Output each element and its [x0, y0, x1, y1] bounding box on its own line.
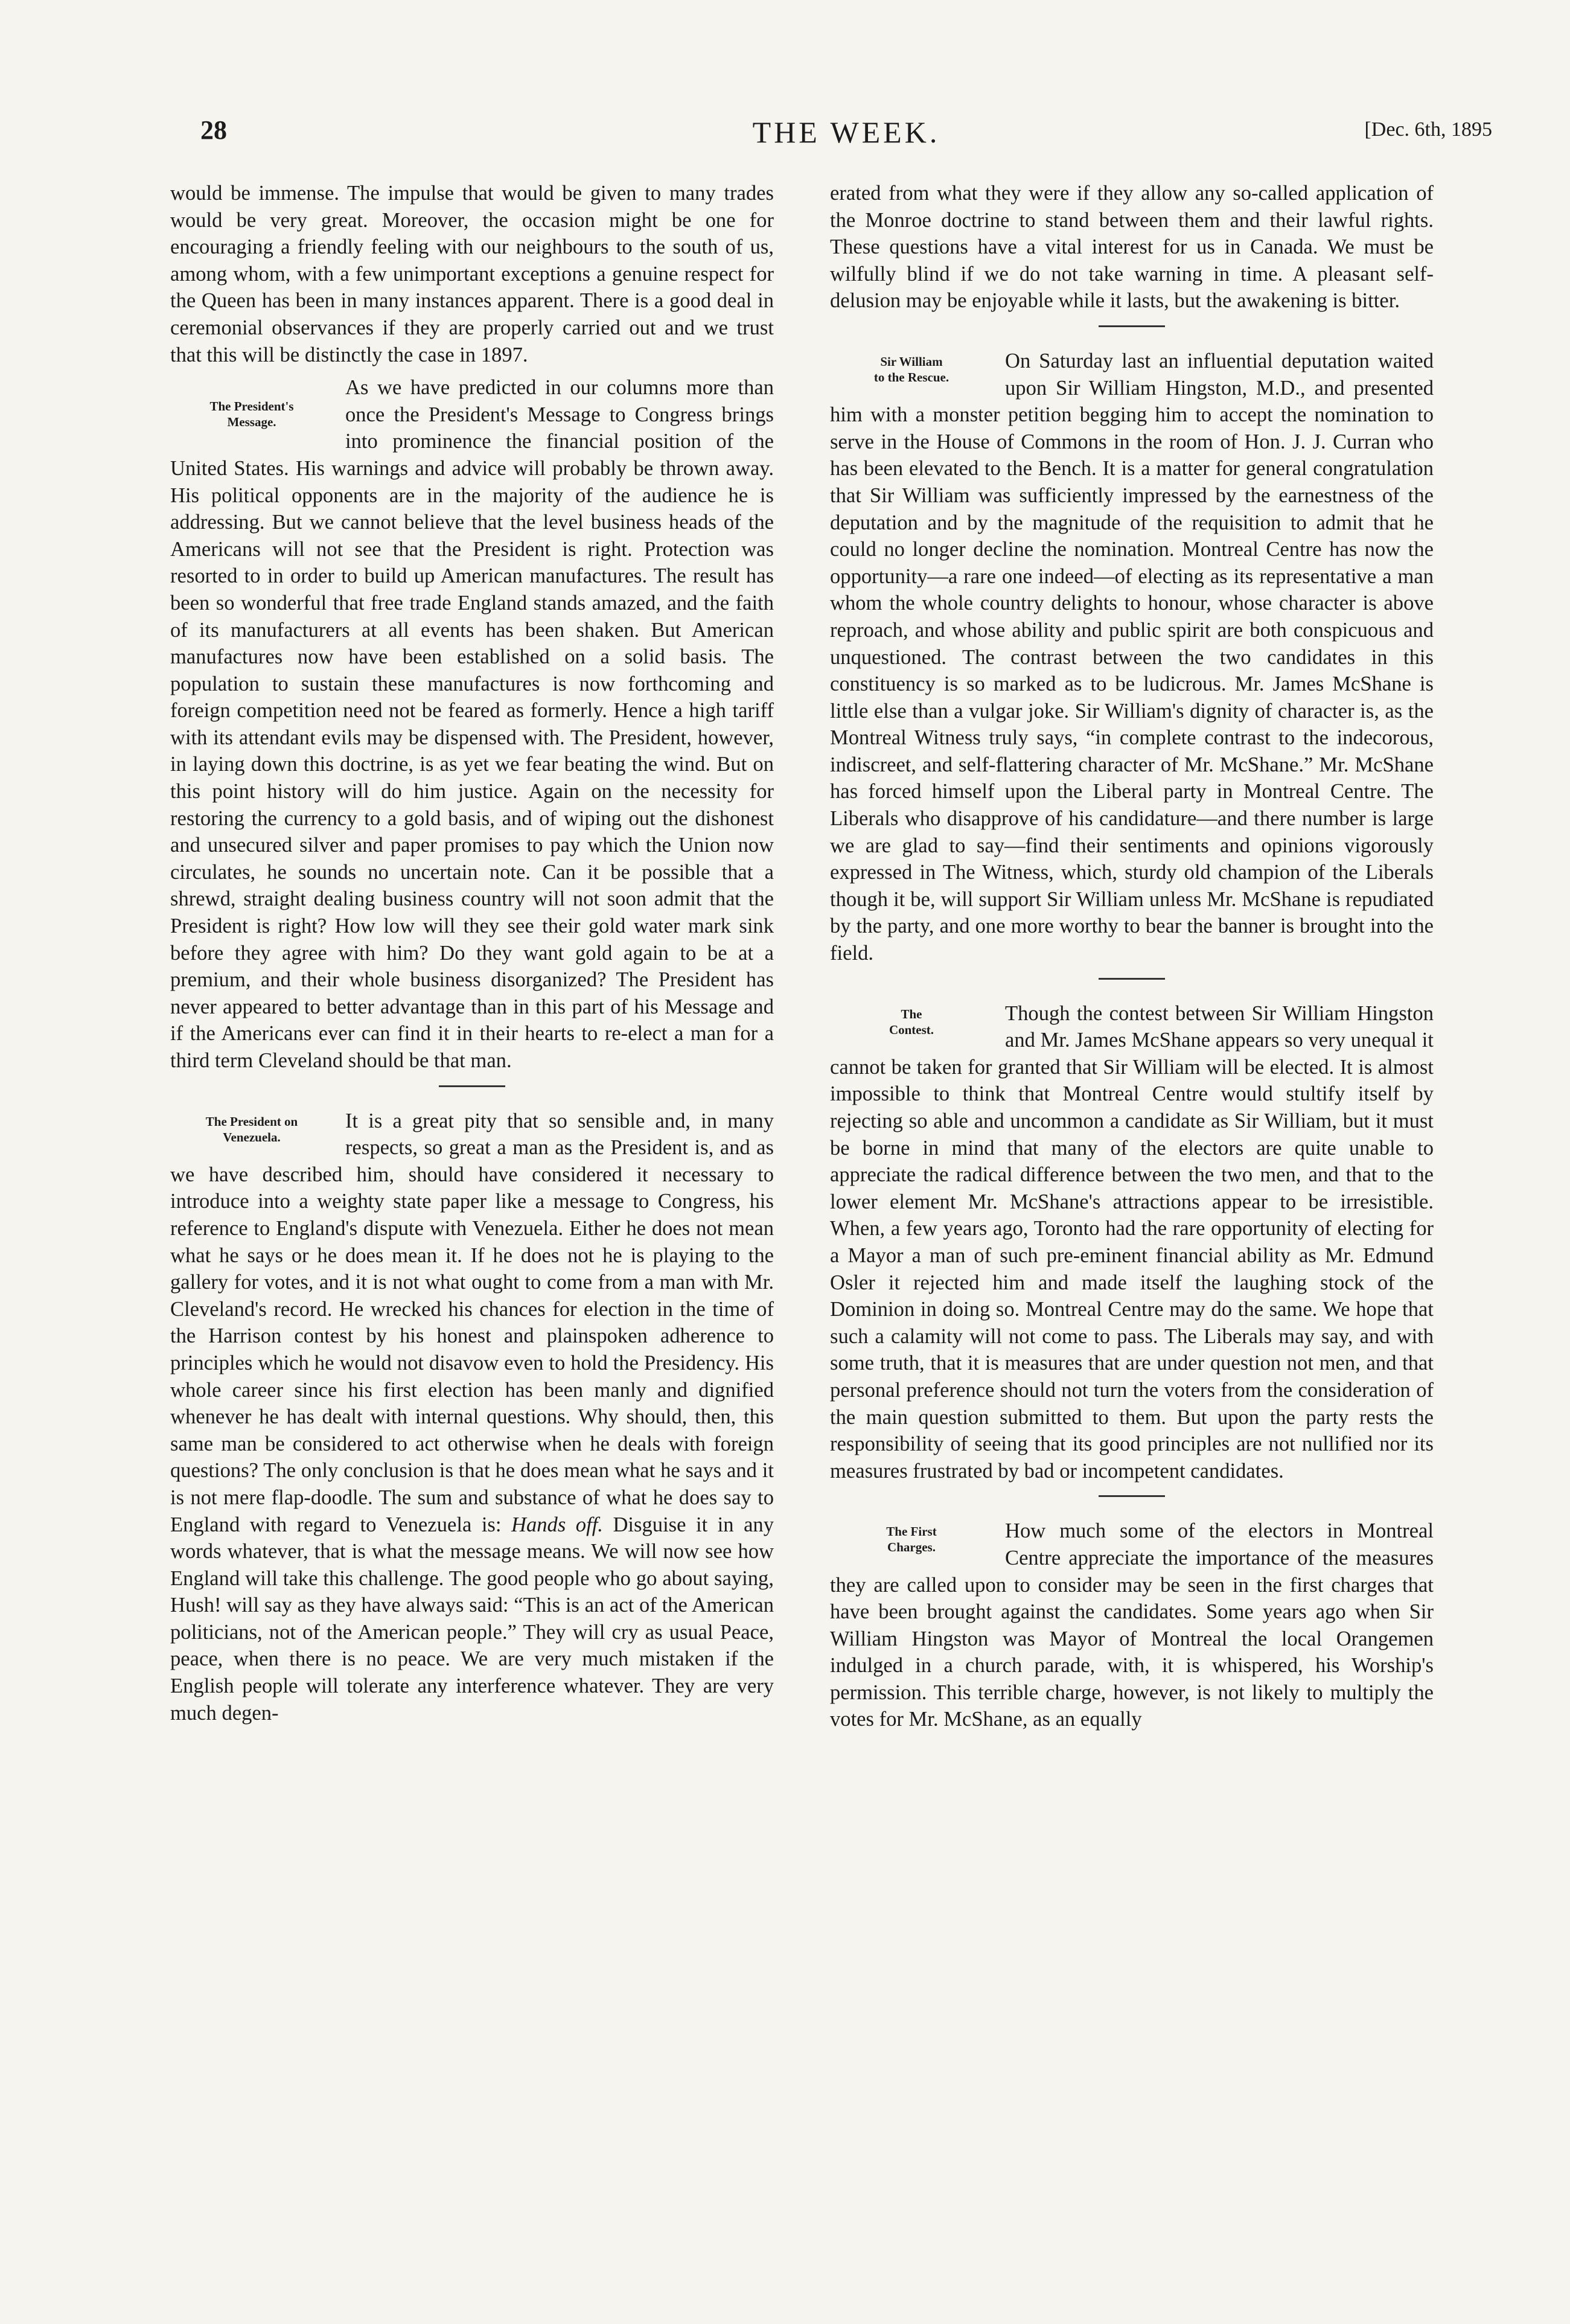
sidehead-presidents-message [170, 398, 333, 430]
sidehead-line: The President's [209, 399, 294, 414]
section-divider [1099, 978, 1165, 980]
article-text [170, 1108, 774, 1727]
section-the-contest [830, 1000, 1434, 1485]
article-text-part: Disguise it in any words whatever, that is what the message means. We will now see how England will take this challenge. The good people who go about saying, Hush! will say as they have always said: “This is an act of the American politicians, not of the American people.” They will cry as usual Peace, peace, when there is no peace. We are very much mistaken if the English people will tolerate any interference whatever. They are very much degen- [170, 1513, 774, 1725]
article-text: On Saturday last an influential deputation waited upon Sir William Hingston, M.D., and presented him with a monster petition begging him to accept the nomination to serve in the House of Commons in the room of Hon. J. J. Curran who has been elevated to the Bench. It is a matter for general congratulation that Sir William was sufficiently impressed by the earnestness of the deputation and by the magnitude of the requisition to admit that he could no longer decline the nomination. Montreal Centre has now the opportunity—a rare one indeed—of electing as its representative a man whom the whole country delights to honour, whose character is above reproach, and whose ability and public spirit are both conspicuous and unquestioned. The contrast between the two candidates in this constituency is so marked as to be ludicrous. Mr. James McShane is little else than a vulgar joke. Sir William's dignity of character is, as the Montreal Witness truly says, “in complete contrast to the indecorous, indiscreet, and self-flattering character of Mr. McShane.” Mr. McShane has forced himself upon the Liberal party in Montreal Centre. The Liberals who disapprove of his candidature—and there number is large we are glad to say—find their sentiments and opinions vigorously expressed in The Witness, which, sturdy old champion of the Liberals though it be, will support Sir William unless Mr. McShane is repudiated by the party, and one more worthy to bear the banner is brought into the field. [830, 349, 1434, 965]
article-text-part: It is a great pity that so sensible and, in many respects, so great a man as the President is, and as we have described him, should have considered it necessary to introduce into a weighty state paper like a message to Congress, his reference to England's dispute with Venezuela. Either he does not mean what he says or he does mean it. If he does not he is playing to the gallery for votes, and it is not what ought to come from a man with Mr. Cleveland's record. He wrecked his chances for election in the time of the Harrison contest by his honest and plainspoken adherence to principles which he would not disavow even to hold the Presidency. His whole career since his first election has been manly and dignified whenever he has dealt with internal questions. Why should, then, this same man be considered to act otherwise when he deals with foreign questions? The only conclusion is that he does mean what he says and it is not mere flap-doodle. The sum and substance of what he does say to England with regard to Venezuela is: [170, 1109, 774, 1536]
section-presidents-message [170, 374, 774, 1074]
sidehead-line: Message. [227, 415, 276, 430]
sidehead-line: Venezuela. [223, 1129, 281, 1144]
left-column [170, 180, 774, 1726]
masthead-title: THE WEEK. [752, 115, 940, 149]
article-text: How much some of the electors in Montreal Centre appreciate the importance of the measures they are called upon to consider may be seen in the first charges that have been brought against the candidates. Some years ago when Sir William Hingston was Mayor of Montreal the local Orangemen indulged in a church parade, with, it is whispered, his Worship's permission. This terrible charge, however, is not likely to multiply the votes for Mr. McShane, as an equally [830, 1519, 1434, 1731]
section-divider [1099, 325, 1165, 327]
sidehead-line: Charges. [887, 1540, 936, 1555]
issue-date: [Dec. 6th, 1895 [1364, 118, 1492, 141]
section-divider [1099, 1495, 1165, 1497]
page-header [200, 115, 1492, 157]
sidehead-line: to the Rescue. [873, 369, 949, 385]
right-intro-paragraph: erated from what they were if they allow any so-called application of the Monroe doctrine to stand between them and their lawful rights. These questions have a vital interest for us in Canada. We must be wilfully blind if we do not take warning in time. A pleasant self-delusion may be enjoyable while it lasts, but the awakening is bitter. [830, 182, 1434, 313]
sidehead-sir-william-rescue [830, 354, 993, 385]
section-president-venezuela [170, 1108, 774, 1727]
section-first-charges [830, 1518, 1434, 1733]
italic-phrase: Hands off. [511, 1513, 603, 1536]
sidehead-line: The President on [205, 1114, 298, 1129]
right-column [830, 180, 1434, 1733]
page-number: 28 [200, 115, 227, 145]
article-text: Though the contest between Sir William Hingston and Mr. James McShane appears so very unequal it cannot be taken for granted that Sir William will be elected. It is almost impossible to think that Montreal Centre would stultify itself by rejecting so able and uncommon a candidate as Sir William, but it must be borne in mind that many of the electors are quite unable to appreciate the radical difference between the two men, and that to the lower element Mr. McShane's attractions appear to be irresistible. When, a few years ago, Toronto had the rare opportunity of electing for a Mayor a man of such pre-eminent financial ability as Mr. Edmund Osler it rejected him and made itself the laughing stock of the Dominion in doing so. Montreal Centre may do the same. We hope that such a calamity will not come to pass. The Liberals may say, and with some truth, that it is measures that are under question not men, and that personal preference should not turn the voters from the consideration of the main question submitted to them. But upon the party rests the responsibility of seeing that its good principles are not nullified nor its measures frustrated by bad or incompetent candidates. [830, 1001, 1434, 1483]
sidehead-first-charges [830, 1524, 993, 1555]
sidehead-president-venezuela [170, 1114, 333, 1145]
article-text: As we have predicted in our columns more than once the President's Message to Congress brings into prominence the financial position of the United States. His warnings and advice will probably be thrown away. His political opponents are in the majority of the audience he is addressing. But we cannot believe that the level business heads of the Americans will not see that the President is right. Protection was resorted to in order to build up American manufactures. The result has been so wonderful that free trade England stands amazed, and the faith of its manufacturers at all events has been shaken. But American manufactures now have been established on a solid basis. The population to sustain these manufactures is now forthcoming and foreign competition need not be feared as formerly. Hence a high tariff with its attendant evils may be dispensed with. The President, however, in laying down this doctrine, is as yet we fear beating the wind. But on this point history will do him justice. Again on the necessity for restoring the currency to a gold basis, and of wiping out the dishonest and unsecured silver and paper promises to pay which the Union now circulates, he sounds no uncertain note. Can it be possible that a shrewd, straight dealing business country will not soon admit that the President is right? How low will they see their gold water mark sink before they agree with him? Do they want gold again to be at a premium, and their whole business disorganized? The President has never appeared to better advantage than in this part of his Message and if the Americans ever can find it in their hearts to re-elect a man for a third term Cleveland should be that man. [170, 376, 774, 1072]
sidehead-line: The First [886, 1524, 937, 1539]
sidehead-line: The [901, 1006, 922, 1021]
left-intro-paragraph: would be immense. The impulse that would be given to many trades would be very great. Moreover, the occasion might be one for encouraging a friendly feeling with our neighbours to the south of us, among whom, with a few unimportant exceptions a genuine respect for the Queen has been in many instances apparent. There is a good deal in ceremonial observances if they are properly carried out and we trust that this will be distinctly the case in 1897. [170, 182, 774, 366]
sidehead-the-contest [830, 1006, 993, 1038]
section-divider [439, 1085, 505, 1087]
section-sir-william-rescue [830, 348, 1434, 967]
sidehead-line: Sir William [880, 354, 943, 369]
sidehead-line: Contest. [889, 1022, 934, 1037]
